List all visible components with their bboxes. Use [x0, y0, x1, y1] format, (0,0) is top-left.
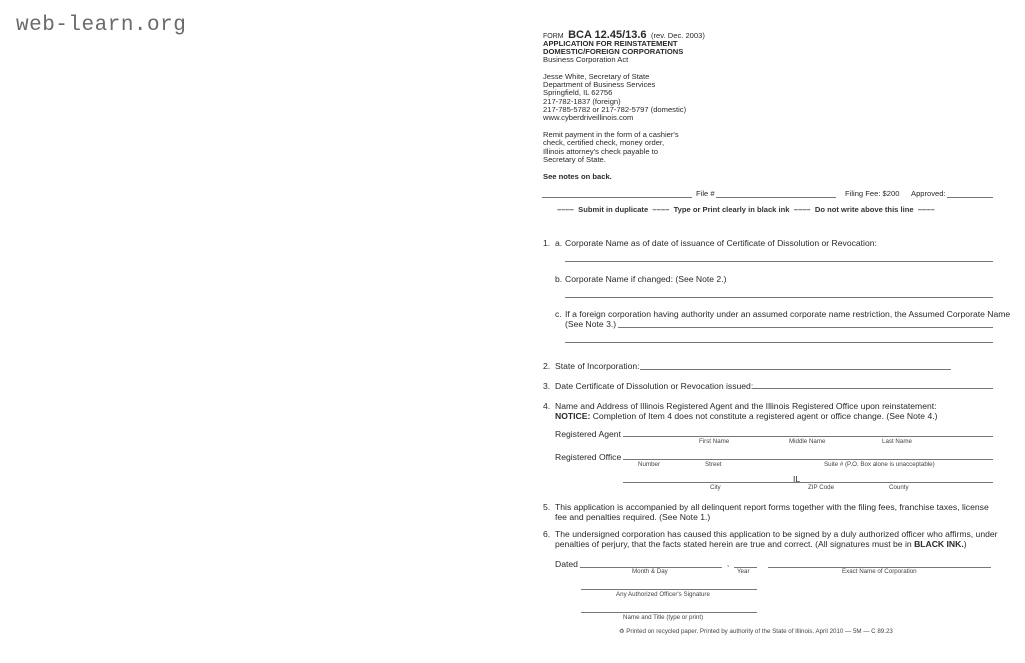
item-1b-label: Corporate Name if changed: (See Note 2.)	[565, 274, 727, 284]
office-line: Jesse White, Secretary of State	[543, 72, 650, 81]
name-title-field[interactable]	[581, 602, 757, 612]
form-title-line1: APPLICATION FOR REINSTATEMENT	[543, 39, 678, 48]
dash: ––––	[557, 205, 574, 214]
item-2-number: 2.	[543, 361, 551, 371]
notice-text: Completion of Item 4 does not constitute a registered agent or office change. (See Note 4.)	[592, 411, 938, 421]
month-day-field[interactable]	[580, 557, 722, 567]
item-1a-line	[565, 261, 993, 262]
item-2-line	[640, 369, 951, 370]
item-6-line1: The undersigned corporation has caused this application to be signed by a duly authorized officer who affirms, under	[555, 529, 998, 539]
approved-label: Approved:	[911, 189, 946, 198]
instructions-bar	[557, 206, 935, 214]
dated-label: Dated	[555, 559, 578, 569]
office-line: 217-782-1837 (foreign)	[543, 97, 621, 106]
exact-corp-name-caption: Exact Name of Corporation	[842, 568, 917, 575]
registered-agent-line	[623, 436, 993, 437]
city-line	[623, 482, 993, 483]
item-4-number: 4.	[543, 401, 551, 411]
filing-fee-label: Filing Fee: $200	[845, 189, 900, 198]
date-comma: ,	[727, 559, 730, 568]
approved-line	[947, 197, 993, 198]
year-caption: Year	[737, 568, 750, 575]
payment-line: check, certified check, money order,	[543, 138, 665, 147]
assumed-name-field-2[interactable]	[565, 331, 993, 341]
office-line: Springfield, IL 62756	[543, 88, 613, 97]
changed-corporate-name-field[interactable]	[565, 286, 993, 296]
recycle-icon: ♻	[619, 628, 625, 635]
registered-office-line	[623, 459, 993, 460]
office-website-link[interactable]: www.cyberdriveillinois.com	[543, 113, 634, 122]
file-number-label: File #	[696, 189, 715, 198]
name-title-line	[581, 612, 757, 613]
dash: ––––	[793, 205, 811, 214]
item-3-label: Date Certificate of Dissolution or Revocation issued:	[555, 381, 754, 391]
item-5-line1: This application is accompanied by all delinquent report forms together with the filing fees, franchise taxes, license	[555, 502, 989, 512]
item-6-line2-text: penalties of perjury, that the facts stated herein are true and correct. (All signatures must be in	[555, 539, 912, 549]
do-not-write-text: Do not write above this line	[814, 205, 914, 214]
state-il-value: IL	[793, 474, 801, 484]
street-caption: Street	[705, 461, 722, 468]
form-prefix: FORM	[543, 33, 564, 40]
item-1b-line	[565, 297, 993, 298]
registered-agent-label: Registered Agent	[555, 429, 621, 439]
payment-line: Illinois attorney's check payable to	[543, 147, 658, 156]
item-3-number: 3.	[543, 381, 551, 391]
office-use-blank-line	[542, 197, 692, 198]
site-watermark: web-learn.org	[16, 14, 187, 37]
type-print-text: Type or Print clearly in black ink	[673, 205, 790, 214]
see-notes: See notes on back.	[543, 172, 612, 181]
name-title-caption: Name and Title (type or print)	[623, 614, 704, 621]
exact-corp-name-field[interactable]	[768, 557, 991, 567]
dash: ––––	[652, 205, 670, 214]
middle-name-caption: Middle Name	[789, 438, 826, 445]
officer-signature-caption: Any Authorized Officer's Signature	[616, 591, 710, 598]
item-6-number: 6.	[543, 529, 551, 539]
item-5-number: 5.	[543, 502, 551, 512]
black-ink-emphasis: BLACK INK.	[914, 539, 964, 549]
office-use-field[interactable]	[542, 187, 692, 197]
item-1a-letter: a.	[555, 238, 563, 248]
zip-caption: ZIP Code	[808, 484, 835, 491]
footer-text: Printed on recycled paper. Printed by authority of the State of Illinois. April 2010 — 5M — C 89.23	[626, 628, 893, 635]
footer	[619, 628, 893, 635]
suite-caption: Suite # (P.O. Box alone is unacceptable)	[824, 461, 935, 468]
office-line: Department of Business Services	[543, 80, 656, 89]
item-1a-label: Corporate Name as of date of issuance of Certificate of Dissolution or Revocation:	[565, 238, 877, 248]
registered-agent-field[interactable]	[623, 426, 993, 436]
officer-signature-field[interactable]	[581, 579, 757, 589]
item-5-line2: fee and penalties required. (See Note 1.)	[555, 512, 711, 522]
item-1-number: 1.	[543, 238, 551, 248]
assumed-name-field[interactable]	[618, 317, 993, 327]
last-name-caption: Last Name	[882, 438, 912, 445]
registered-office-street-field[interactable]	[623, 449, 993, 459]
item-4-notice	[555, 411, 937, 421]
item-1b-letter: b.	[555, 274, 563, 284]
payment-line: Remit payment in the form of a cashier's	[543, 130, 679, 139]
item-1c-line1	[618, 327, 993, 328]
form-revision: (rev. Dec. 2003)	[651, 31, 705, 40]
item-2-label: State of Incorporation:	[555, 361, 640, 371]
notice-label: NOTICE:	[555, 411, 591, 421]
state-of-incorporation-field[interactable]	[640, 359, 951, 369]
officer-signature-line	[581, 589, 757, 590]
approved-field[interactable]	[947, 187, 993, 197]
number-caption: Number	[638, 461, 661, 468]
form-title-line2: DOMESTIC/FOREIGN CORPORATIONS	[543, 47, 684, 56]
submit-duplicate-text: Submit in duplicate	[578, 205, 649, 214]
form-code: BCA 12.45/13.6	[568, 29, 647, 41]
file-number-line	[716, 197, 836, 198]
year-field[interactable]	[734, 557, 757, 567]
county-caption: County	[889, 484, 909, 491]
form-act: Business Corporation Act	[543, 55, 629, 64]
dissolution-date-field[interactable]	[752, 378, 993, 388]
item-1c-letter: c.	[555, 309, 562, 319]
corporate-name-field[interactable]	[565, 250, 993, 260]
item-3-line	[752, 388, 993, 389]
item-1c-line2	[565, 342, 993, 343]
first-name-caption: First Name	[699, 438, 730, 445]
item-6-line2: penalties of perjury, that the facts stated herein are true and correct. (All signatures must be in BLACK INK.)	[555, 539, 967, 549]
item-1c-note: (See Note 3.)	[565, 319, 617, 329]
month-day-caption: Month & Day	[632, 568, 668, 575]
city-caption: City	[710, 484, 721, 491]
item-4-label: Name and Address of Illinois Registered Agent and the Illinois Registered Office upon reinstatement:	[555, 401, 937, 411]
file-number-field[interactable]	[716, 187, 836, 197]
item-1c-label: If a foreign corporation having authority under an assumed corporate name restriction, the Assumed Corporate Name	[565, 309, 1011, 319]
dash: ––––	[917, 205, 935, 214]
city-zip-county-field[interactable]	[623, 472, 993, 482]
registered-office-label: Registered Office	[555, 452, 622, 462]
payment-line: Secretary of State.	[543, 155, 606, 164]
office-line: 217-785-5782 or 217-782-5797 (domestic)	[543, 105, 687, 114]
